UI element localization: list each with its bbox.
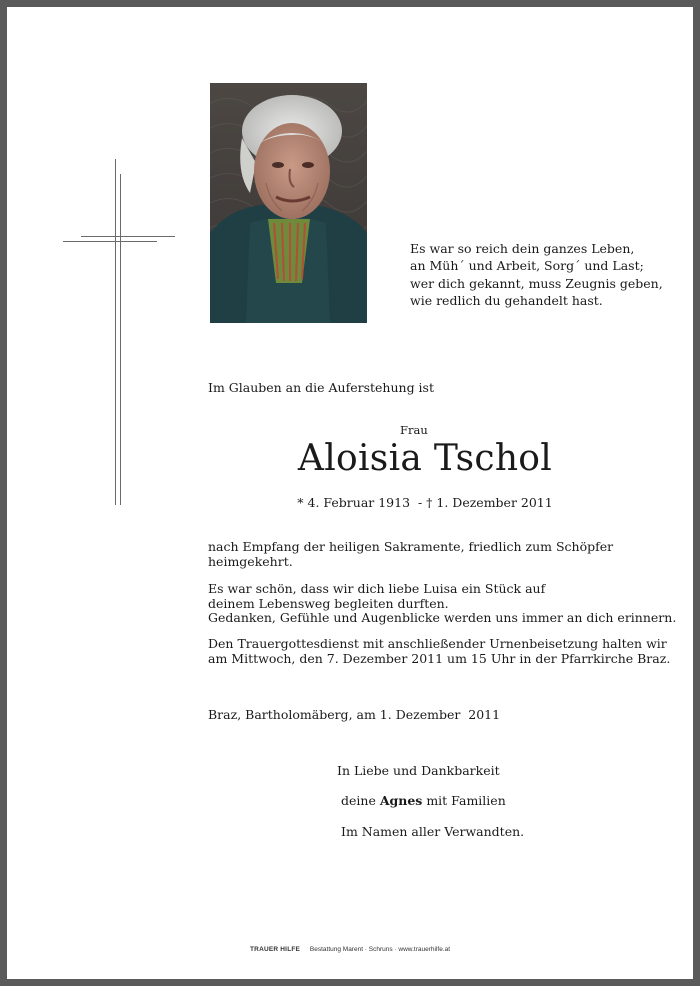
- portrait-photo: [210, 83, 367, 323]
- signature-name: Agnes: [379, 793, 423, 808]
- paragraph-line: deinem Lebensweg begleiten durften.: [208, 595, 449, 611]
- signature-line-relatives: Im Namen aller Verwandten.: [341, 824, 525, 839]
- poem-line: wie redlich du gehandelt hast.: [410, 292, 603, 308]
- salutation: Frau: [400, 423, 428, 437]
- poem-line: wer dich gekannt, muss Zeugnis geben,: [410, 275, 663, 291]
- paragraph-line: Den Trauergottesdienst mit anschließender Urnenbeisetzung halten wir: [208, 636, 667, 651]
- signature-prefix: deine: [341, 793, 380, 808]
- place-date: Braz, Bartholomäberg, am 1. Dezember 2011: [208, 707, 501, 722]
- paragraph-line: am Mittwoch, den 7. Dezember 2011 um 15 Uhr in der Pfarrkirche Braz.: [208, 650, 671, 666]
- footer-text: Bestattung Marent · Schruns · www.trauerhilfe.at: [309, 946, 451, 953]
- signature-line-gratitude: In Liebe und Dankbarkeit: [337, 763, 500, 778]
- paragraph-line: Es war schön, dass wir dich liebe Luisa ein Stück auf: [208, 581, 546, 596]
- paragraph-line: Gedanken, Gefühle und Augenblicke werden uns immer an dich erinnern.: [208, 610, 677, 625]
- intro-text: Im Glauben an die Auferstehung ist: [208, 380, 434, 395]
- deceased-name: Aloisia Tschol: [297, 438, 553, 479]
- footer: [250, 946, 450, 953]
- paragraph-sacraments: [208, 540, 668, 569]
- poem-line: an Müh´ und Arbeit, Sorg´ und Last;: [410, 258, 644, 274]
- poem-line: Es war so reich dein ganzes Leben,: [410, 241, 635, 256]
- obituary-page: [7, 7, 693, 979]
- paragraph-line: nach Empfang der heiligen Sakramente, friedlich zum Schöpfer: [208, 539, 614, 554]
- paragraph-memories: [208, 581, 677, 626]
- paragraph-line: heimgekehrt.: [208, 553, 293, 569]
- life-dates: * 4. Februar 1913 - † 1. Dezember 2011: [297, 495, 553, 510]
- footer-brand: TRAUER HILFE: [250, 946, 301, 953]
- signature-line-family: [341, 793, 506, 808]
- poem: [410, 240, 680, 309]
- signature-suffix: mit Familien: [422, 793, 506, 808]
- paragraph-funeral-service: [208, 636, 671, 666]
